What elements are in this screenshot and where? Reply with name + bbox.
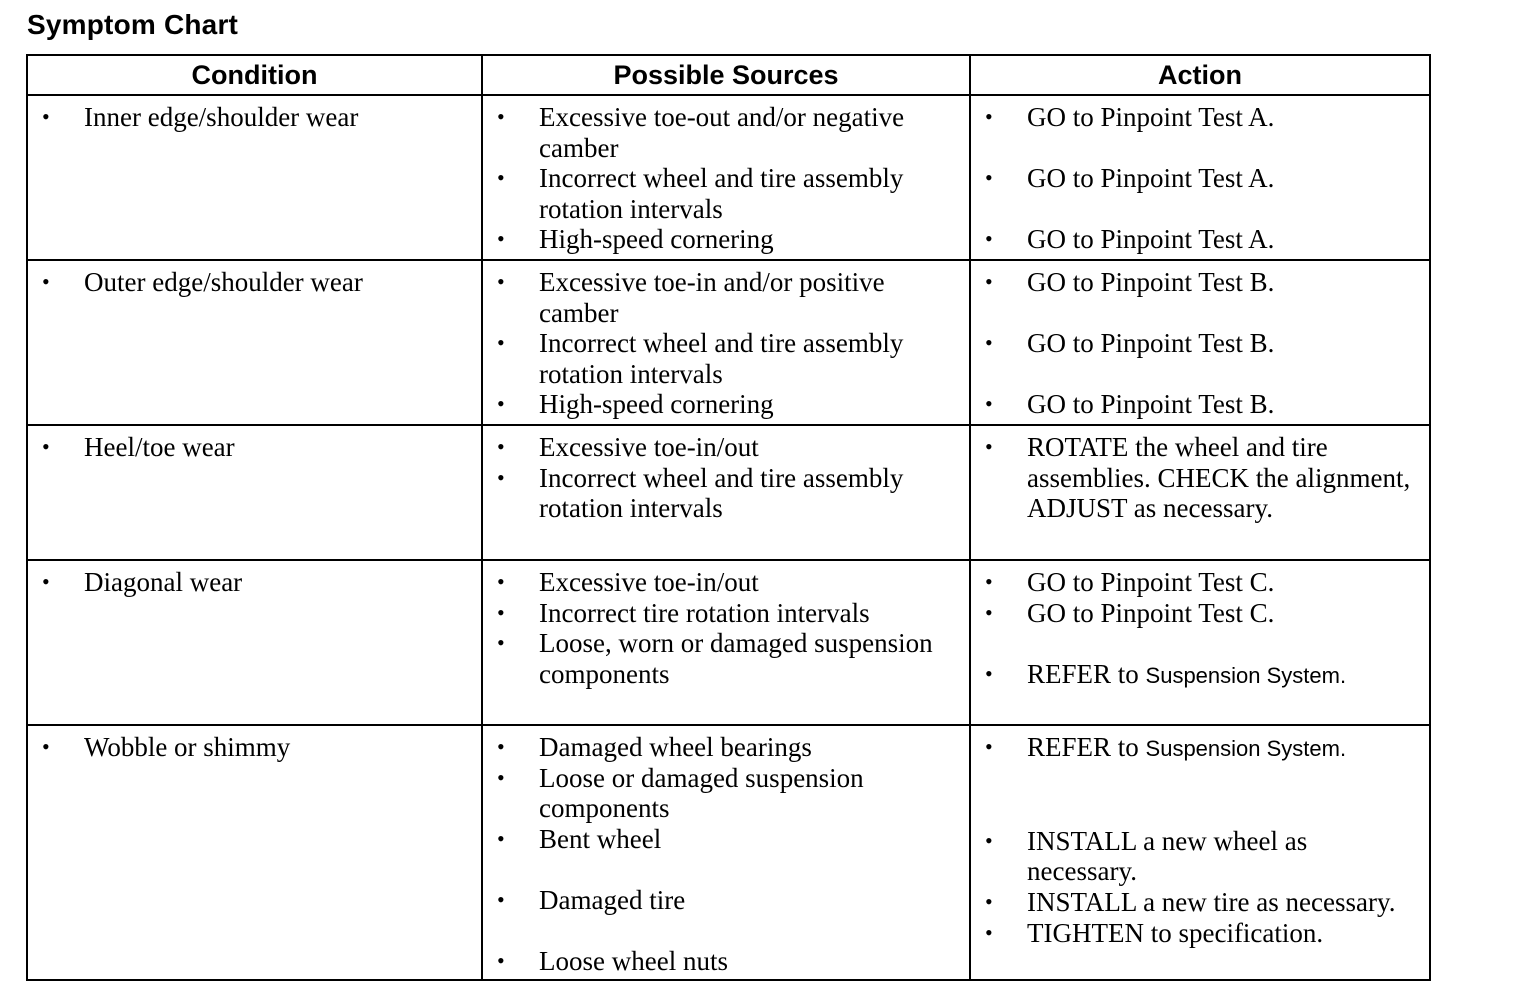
source-text: Loose or damaged suspension components bbox=[539, 762, 864, 824]
action-text: GO to Pinpoint Test B. bbox=[1027, 328, 1275, 359]
suspension-system-reference: Suspension System. bbox=[1145, 736, 1347, 761]
action-text: GO to Pinpoint Test B. bbox=[1027, 267, 1275, 297]
condition-text: Diagonal wear bbox=[84, 567, 243, 597]
list-item bbox=[971, 102, 1429, 133]
action-text: INSTALL a new wheel as necessary. bbox=[1027, 825, 1308, 887]
suspension-system-reference: Suspension System. bbox=[1145, 662, 1347, 688]
source-text: Excessive toe-in/out bbox=[539, 567, 759, 597]
list-item bbox=[971, 224, 1429, 255]
list-item bbox=[28, 102, 481, 133]
list-item bbox=[971, 328, 1429, 359]
bullet-icon: • bbox=[497, 764, 505, 790]
table-row bbox=[27, 560, 1430, 725]
action-text-prefix: REFER to bbox=[1027, 658, 1146, 689]
source-text: Loose, worn or damaged suspension components bbox=[539, 628, 933, 689]
condition-cell bbox=[27, 95, 482, 260]
table-row bbox=[27, 260, 1430, 425]
header-condition: Condition bbox=[27, 55, 482, 95]
condition-text: Heel/toe wear bbox=[84, 432, 235, 462]
bullet-icon: • bbox=[985, 391, 993, 417]
bullet-icon: • bbox=[497, 630, 505, 656]
action-text: GO to Pinpoint Test B. bbox=[1027, 389, 1275, 420]
list-item bbox=[483, 628, 969, 689]
list-item bbox=[483, 732, 969, 763]
condition-text: Inner edge/shoulder wear bbox=[84, 102, 359, 132]
symptom-chart-table bbox=[26, 54, 1431, 981]
list-item bbox=[971, 826, 1429, 887]
source-text: Excessive toe-in and/or positive camber bbox=[539, 267, 885, 328]
source-text: Incorrect tire rotation intervals bbox=[539, 597, 870, 628]
action-text: GO to Pinpoint Test C. bbox=[1027, 567, 1275, 597]
action-text: GO to Pinpoint Test A. bbox=[1027, 224, 1275, 255]
source-text: Damaged tire bbox=[539, 884, 686, 915]
table-row bbox=[27, 95, 1430, 260]
condition-cell bbox=[27, 425, 482, 560]
list-item bbox=[971, 163, 1429, 194]
list-item bbox=[971, 567, 1429, 598]
source-text: Incorrect wheel and tire assembly rotation intervals bbox=[539, 328, 904, 389]
bullet-icon: • bbox=[497, 165, 505, 191]
action-text: GO to Pinpoint Test A. bbox=[1027, 163, 1275, 194]
list-item bbox=[971, 598, 1429, 629]
list-item bbox=[483, 946, 969, 977]
bullet-icon: • bbox=[497, 391, 505, 417]
bullet-icon: • bbox=[497, 434, 505, 459]
action-text: GO to Pinpoint Test C. bbox=[1027, 597, 1275, 628]
bullet-icon: • bbox=[497, 569, 505, 594]
condition-text: Outer edge/shoulder wear bbox=[84, 267, 363, 297]
action-cell bbox=[970, 260, 1430, 425]
list-item bbox=[971, 432, 1429, 524]
list-item bbox=[483, 389, 969, 420]
list-item bbox=[483, 267, 969, 328]
action-text: INSTALL a new tire as necessary. bbox=[1027, 886, 1396, 917]
bullet-icon: • bbox=[497, 464, 505, 490]
sources-cell bbox=[482, 725, 970, 980]
list-item bbox=[28, 567, 481, 598]
source-text: Incorrect wheel and tire assembly rotation intervals bbox=[539, 163, 904, 224]
bullet-icon: • bbox=[985, 599, 993, 625]
action-cell bbox=[970, 725, 1430, 980]
list-item bbox=[483, 463, 969, 524]
bullet-icon: • bbox=[497, 948, 505, 974]
source-text: Loose wheel nuts bbox=[539, 946, 728, 977]
action-cell bbox=[970, 560, 1430, 725]
header-possible-sources: Possible Sources bbox=[482, 55, 970, 95]
bullet-icon: • bbox=[985, 888, 993, 914]
list-item bbox=[28, 267, 481, 298]
bullet-icon: • bbox=[42, 269, 50, 294]
sources-cell bbox=[482, 425, 970, 560]
list-item bbox=[971, 267, 1429, 298]
bullet-icon: • bbox=[497, 599, 505, 625]
source-text: Excessive toe-out and/or negative camber bbox=[539, 102, 905, 163]
bullet-icon: • bbox=[497, 734, 505, 759]
sources-cell bbox=[482, 95, 970, 260]
bullet-icon: • bbox=[42, 434, 50, 459]
list-item bbox=[483, 763, 969, 824]
list-item bbox=[971, 732, 1429, 765]
bullet-icon: • bbox=[985, 269, 993, 294]
bullet-icon: • bbox=[497, 886, 505, 912]
bullet-icon: • bbox=[985, 330, 993, 356]
list-item bbox=[971, 659, 1429, 692]
bullet-icon: • bbox=[497, 104, 505, 129]
condition-text: Wobble or shimmy bbox=[84, 732, 291, 762]
sources-cell bbox=[482, 560, 970, 725]
bullet-icon: • bbox=[42, 734, 50, 759]
list-item bbox=[483, 102, 969, 163]
action-text: GO to Pinpoint Test A. bbox=[1027, 102, 1275, 132]
condition-cell bbox=[27, 725, 482, 980]
list-item bbox=[483, 163, 969, 224]
list-item bbox=[28, 732, 481, 763]
bullet-icon: • bbox=[985, 226, 993, 252]
bullet-icon: • bbox=[985, 919, 993, 945]
bullet-icon: • bbox=[497, 825, 505, 851]
source-text: High-speed cornering bbox=[539, 389, 774, 420]
bullet-icon: • bbox=[42, 104, 50, 129]
bullet-icon: • bbox=[985, 734, 993, 759]
list-item bbox=[971, 887, 1429, 918]
sources-cell bbox=[482, 260, 970, 425]
bullet-icon: • bbox=[497, 269, 505, 294]
header-action: Action bbox=[970, 55, 1430, 95]
bullet-icon: • bbox=[497, 226, 505, 252]
table-header-row bbox=[27, 55, 1430, 95]
bullet-icon: • bbox=[985, 569, 993, 594]
condition-cell bbox=[27, 260, 482, 425]
source-text: Damaged wheel bearings bbox=[539, 732, 812, 762]
list-item bbox=[971, 918, 1429, 949]
list-item bbox=[483, 598, 969, 629]
bullet-icon: • bbox=[985, 827, 993, 853]
list-item bbox=[971, 389, 1429, 420]
table-row bbox=[27, 425, 1430, 560]
list-item bbox=[483, 432, 969, 463]
bullet-icon: • bbox=[985, 660, 993, 686]
bullet-icon: • bbox=[985, 165, 993, 191]
source-text: Bent wheel bbox=[539, 823, 662, 854]
list-item bbox=[483, 567, 969, 598]
list-item bbox=[28, 432, 481, 463]
source-text: Incorrect wheel and tire assembly rotation intervals bbox=[539, 462, 904, 524]
table-row bbox=[27, 725, 1430, 980]
list-item bbox=[483, 824, 969, 855]
source-text: Excessive toe-in/out bbox=[539, 432, 759, 462]
condition-cell bbox=[27, 560, 482, 725]
page-title: Symptom Chart bbox=[27, 9, 239, 40]
action-cell bbox=[970, 425, 1430, 560]
list-item bbox=[483, 328, 969, 389]
bullet-icon: • bbox=[985, 104, 993, 129]
action-text: ROTATE the wheel and tire assemblies. CHECK the alignment, ADJUST as necessary. bbox=[1027, 432, 1411, 524]
list-item bbox=[483, 885, 969, 916]
bullet-icon: • bbox=[42, 569, 50, 594]
bullet-icon: • bbox=[985, 434, 993, 459]
action-text: TIGHTEN to specification. bbox=[1027, 917, 1324, 948]
action-cell bbox=[970, 95, 1430, 260]
bullet-icon: • bbox=[497, 330, 505, 356]
action-text-prefix: REFER to bbox=[1027, 732, 1146, 762]
source-text: High-speed cornering bbox=[539, 224, 774, 255]
list-item bbox=[483, 224, 969, 255]
